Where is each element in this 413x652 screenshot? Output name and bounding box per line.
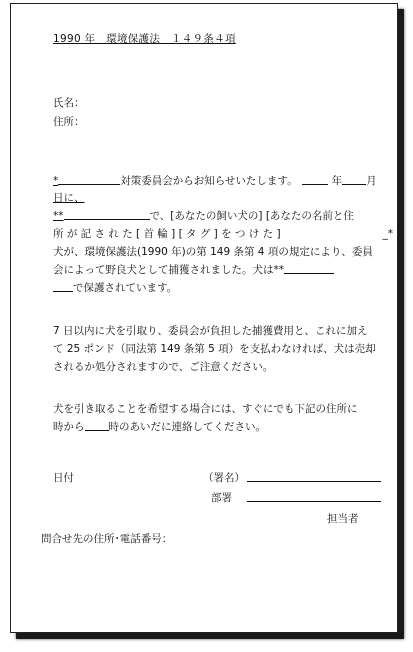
year-label: 年	[331, 175, 343, 187]
contact-line-1: 犬を引き取ることを希望する場合には、すぐにでも下記の住所に	[53, 403, 358, 415]
department-label: 部署	[211, 492, 232, 504]
double-star-mark: **	[53, 210, 64, 222]
star-mark: *	[53, 175, 59, 187]
address-label: 住所：	[53, 116, 85, 128]
month-blank	[342, 174, 366, 185]
time-from-label: 時から	[53, 421, 85, 433]
shelter-blank-2	[53, 281, 73, 292]
notice-line-1	[53, 174, 393, 188]
document-title: 1990 年 環境保護法 １４９条４項	[53, 33, 236, 45]
fee-line-3: されるか処分されますので、ご注意ください。	[53, 361, 274, 373]
notice-text: で、[あなたの飼い犬の] [あなたの名前と住	[149, 210, 354, 222]
notice-text: 所 が 記 さ れ た [ 首 輪 ] [ タ グ ] を つ け た ]	[53, 228, 281, 240]
notice-text: 会によって野良犬として捕獲されました。犬は**	[53, 264, 284, 276]
notice-line-7	[53, 281, 393, 295]
year-blank	[302, 174, 328, 185]
department-blank	[247, 491, 381, 505]
signature-blank	[247, 471, 381, 485]
time-to-text: 時のあいだに連絡してください。	[108, 421, 266, 433]
notice-line-3	[53, 209, 393, 223]
notice-text: で保護されています。	[73, 282, 178, 294]
person-in-charge-label: 担当者	[327, 513, 359, 525]
notice-line-4	[53, 227, 393, 241]
contact-line-2	[53, 420, 393, 434]
fee-line-2: て 25 ポンド（同法第 149 条第 5 項）を支払わなければ、犬は売却	[53, 343, 376, 355]
committee-blank	[58, 174, 120, 185]
document-sheet	[10, 3, 398, 633]
shelter-blank	[284, 263, 334, 274]
place-blank	[64, 209, 150, 220]
end-mark: _*	[382, 228, 393, 240]
notice-text: 対策委員会からお知らせいたします。	[120, 175, 298, 187]
notice-line-2	[53, 191, 393, 205]
contact-info-label: 問合せ先の住所･電話番号：	[41, 533, 173, 545]
notice-line-6	[53, 263, 393, 277]
signature-label: （署名）	[203, 472, 245, 484]
date-label: 日付	[53, 472, 74, 484]
time-blank	[85, 420, 109, 431]
day-label: 日に、	[53, 192, 85, 204]
month-label: 月	[366, 175, 377, 187]
name-label: 氏名：	[53, 97, 85, 109]
fee-line-1: 7 日以内に犬を引取り、委員会が負担した捕獲費用と、これに加え	[53, 325, 368, 337]
notice-line-5: 犬が、環境保護法(1990 年)の第 149 条第 4 項の規定により、委員	[53, 246, 373, 258]
